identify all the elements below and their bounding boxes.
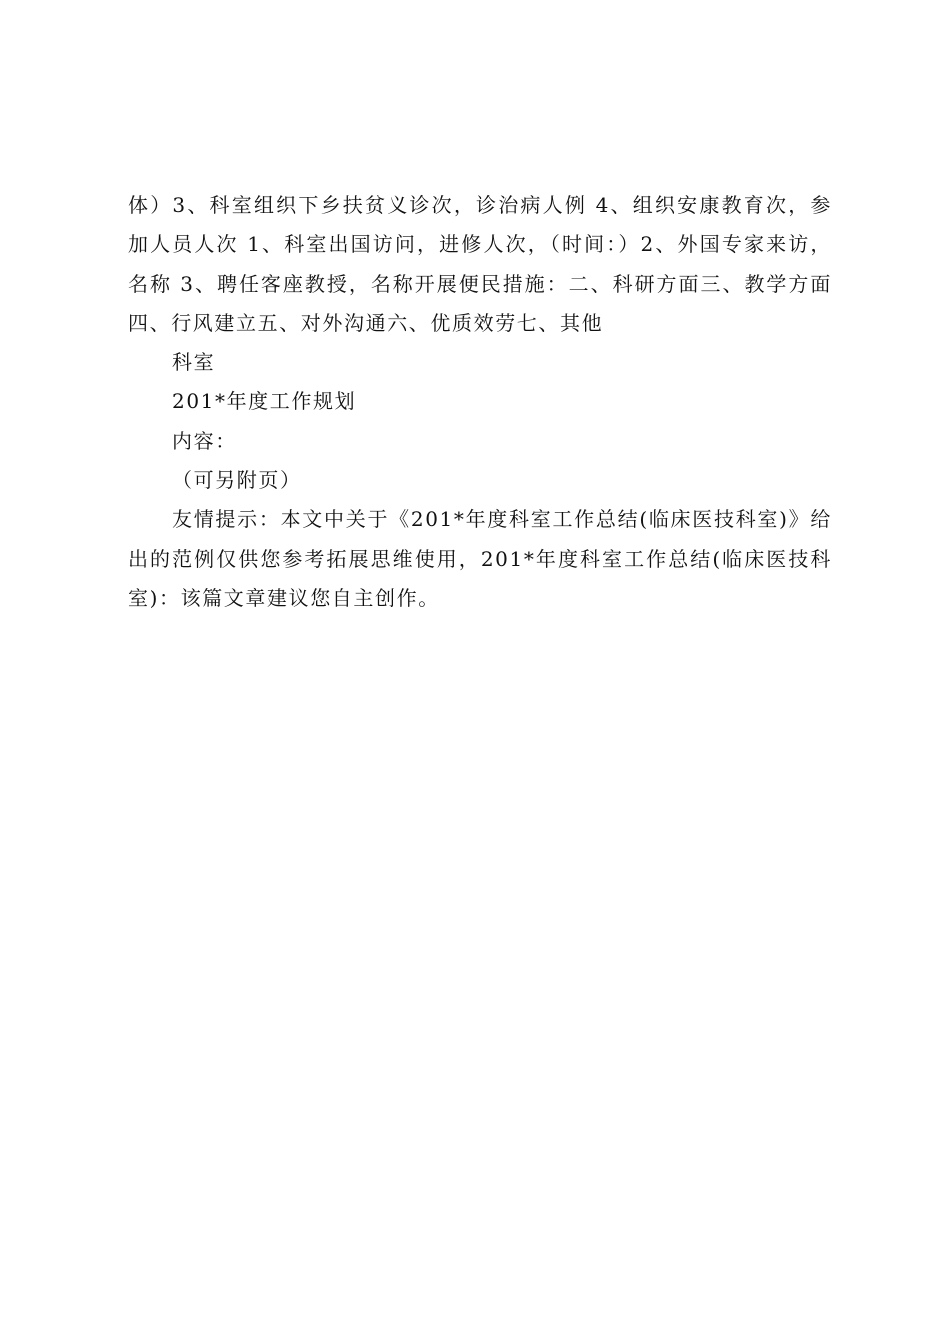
content-label: 内容： [172, 428, 237, 453]
friendly-tip-paragraph: 友情提示：本文中关于《201*年度科室工作总结(临床医技科室)》给出的范例仅供您参考拓展思维使用，201*年度科室工作总结(临床医技科室)：该篇文章建议您自主创作。 [128, 507, 832, 610]
body-paragraph-continuation: 体）3、科室组织下乡扶贫义诊次，诊治病人例 4、组织安康教育次，参加人员人次 1、科室出国访问，进修人次，（时间：）2、外国专家来访，名称 3、聘任客座教授，名称开展便民措施：二、科研方面三、教学方面四、行风建立五、对外沟通六、优质效劳七、其他 [128, 193, 832, 335]
document-body [128, 186, 832, 618]
department-label: 科室 [172, 350, 216, 375]
attachment-note: （可另附页） [172, 468, 302, 493]
annual-plan-heading: 201*年度工作规划 [172, 389, 357, 414]
